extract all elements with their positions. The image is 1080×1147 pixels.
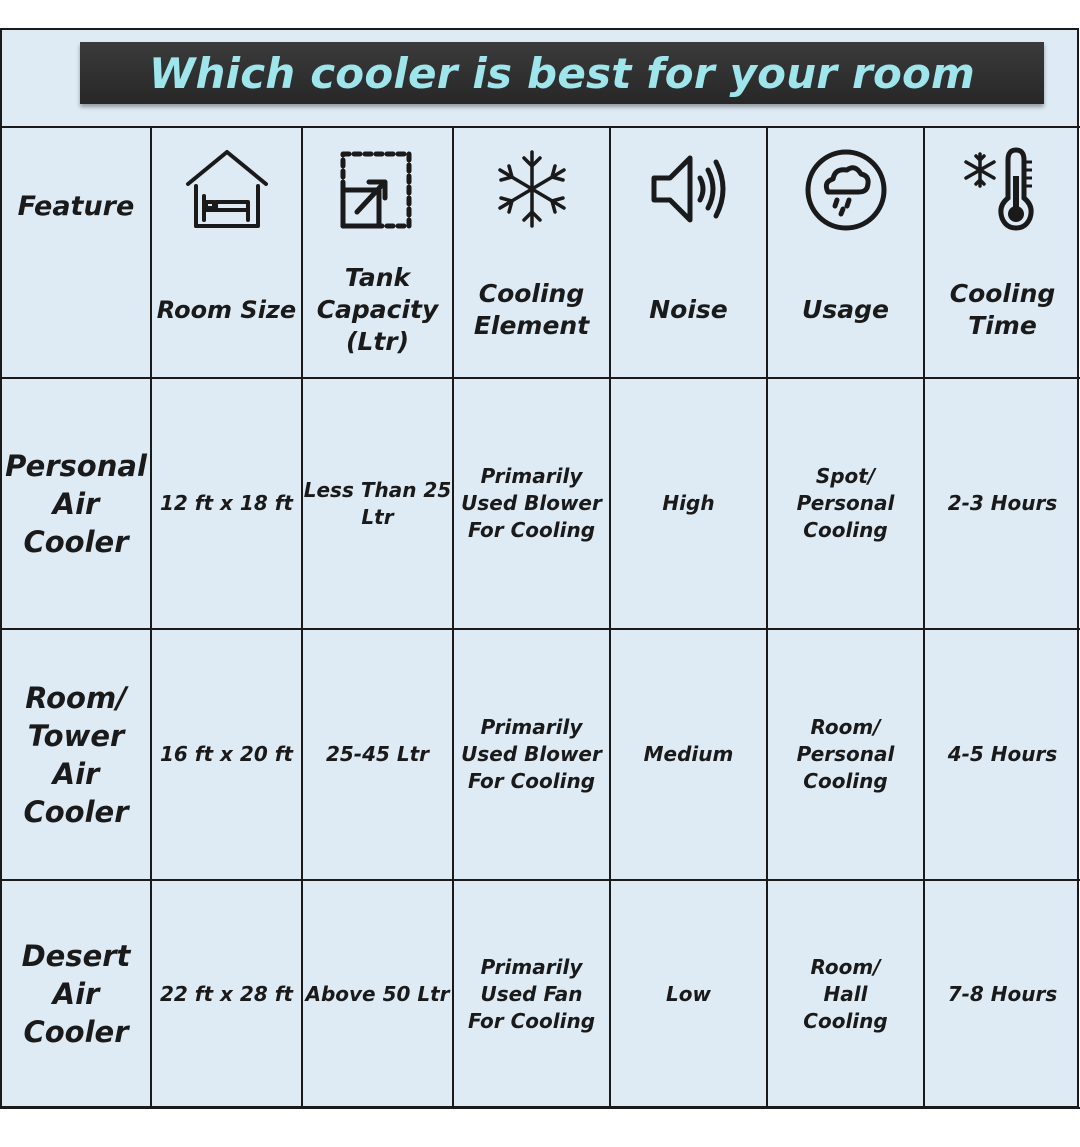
element-cell: Primarily Used Blower For Cooling	[453, 378, 610, 629]
table-row	[1, 378, 1080, 629]
time-cell: 2-3 Hours	[924, 378, 1080, 629]
header-tank-capacity	[302, 127, 453, 378]
room-size-cell: 12 ft x 18 ft	[151, 378, 302, 629]
usage-cell: Room/ Hall Cooling	[767, 880, 924, 1108]
table-row	[1, 629, 1080, 880]
header-usage-label: Usage	[802, 294, 889, 324]
time-cell: 7-8 Hours	[924, 880, 1080, 1108]
tank-cell: Above 50 Ltr	[302, 880, 453, 1108]
title-banner	[80, 42, 1044, 104]
tank-cell: Less Than 25 Ltr	[302, 378, 453, 629]
comparison-sheet	[0, 28, 1079, 1108]
usage-cell: Spot/ Personal Cooling	[767, 378, 924, 629]
feature-header-label: Feature	[17, 190, 135, 222]
page-title: Which cooler is best for your room	[148, 48, 976, 98]
feature-header-cell	[1, 127, 151, 378]
usage-cell: Room/ Personal Cooling	[767, 629, 924, 880]
header-cooling-time-label: Cooling Time	[949, 278, 1056, 340]
header-usage	[767, 127, 924, 378]
noise-cell: Low	[610, 880, 767, 1108]
table-row	[1, 880, 1080, 1108]
row-name: Desert Air Cooler	[1, 880, 151, 1108]
time-cell: 4-5 Hours	[924, 629, 1080, 880]
thermometer-snow-icon	[958, 146, 1048, 232]
resize-box-icon	[333, 146, 423, 232]
tank-cell: 25-45 Ltr	[302, 629, 453, 880]
comparison-table	[0, 126, 1080, 1109]
header-noise-label: Noise	[649, 294, 728, 324]
header-tank-label: Tank Capacity (Ltr)	[316, 262, 439, 356]
room-size-cell: 22 ft x 28 ft	[151, 880, 302, 1108]
noise-cell: High	[610, 378, 767, 629]
header-cooling-element-label: Cooling Element	[473, 278, 590, 340]
header-cooling-element	[453, 127, 610, 378]
noise-cell: Medium	[610, 629, 767, 880]
house-bed-icon	[182, 146, 272, 232]
speaker-icon	[644, 146, 734, 232]
header-noise	[610, 127, 767, 378]
element-cell: Primarily Used Blower For Cooling	[453, 629, 610, 880]
header-cooling-time	[924, 127, 1080, 378]
row-name: Personal Air Cooler	[1, 378, 151, 629]
header-room-size-label: Room Size	[156, 295, 297, 324]
cloud-rain-icon	[801, 146, 891, 232]
header-room-size	[151, 127, 302, 378]
header-row	[1, 127, 1080, 378]
room-size-cell: 16 ft x 20 ft	[151, 629, 302, 880]
element-cell: Primarily Used Fan For Cooling	[453, 880, 610, 1108]
snowflake-icon	[487, 146, 577, 232]
row-name: Room/ Tower Air Cooler	[1, 629, 151, 880]
